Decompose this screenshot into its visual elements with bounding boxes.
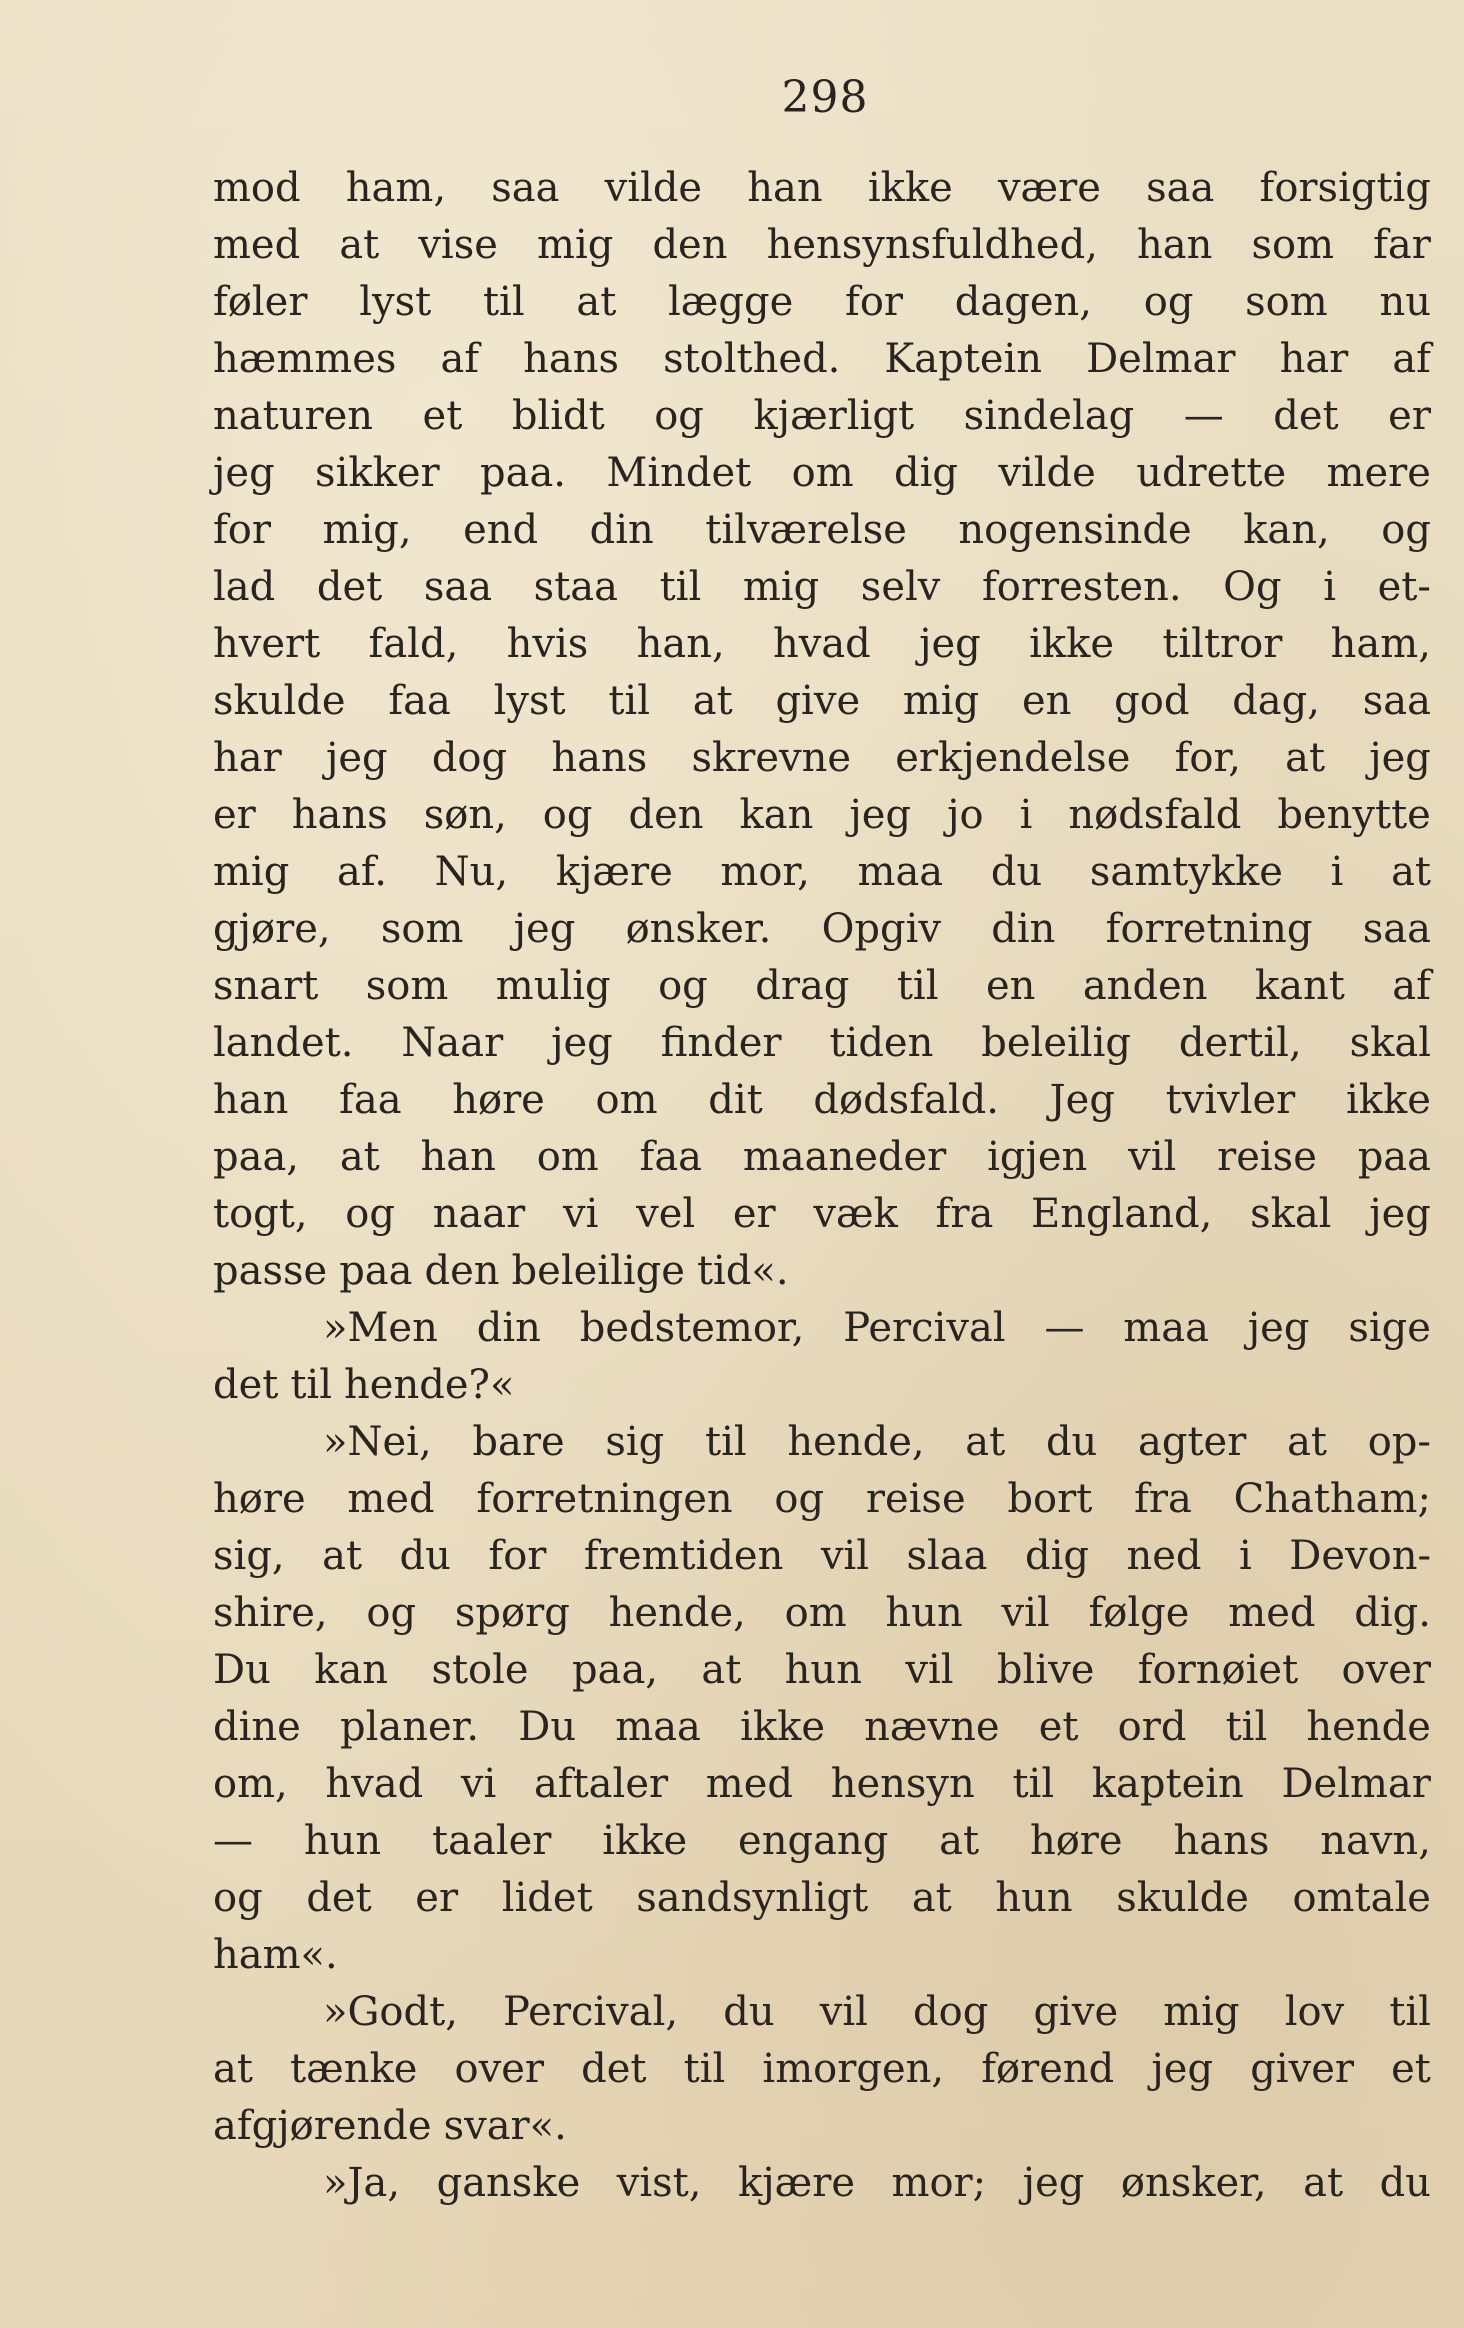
text-line: hæmmes af hans stolthed. Kaptein Delmar har af [213, 336, 1431, 382]
text-line: med at vise mig den hensynsfuldhed, han som far [213, 222, 1431, 268]
text-line: at tænke over det til imorgen, førend jeg giver et [213, 2046, 1431, 2092]
text-line: paa, at han om faa maaneder igjen vil reise paa [213, 1134, 1431, 1180]
text-line: mod ham, saa vilde han ikke være saa forsigtig [213, 165, 1431, 211]
text-line: snart som mulig og drag til en anden kant af [213, 963, 1431, 1009]
text-line: »Godt, Percival, du vil dog give mig lov til [323, 1989, 1431, 2035]
text-line: naturen et blidt og kjærligt sindelag — det er [213, 393, 1431, 439]
text-line: — hun taaler ikke engang at høre hans navn, [213, 1818, 1431, 1864]
page-number: 298 [781, 72, 869, 123]
text-line: dine planer. Du maa ikke nævne et ord til hende [213, 1704, 1431, 1750]
text-line: »Nei, bare sig til hende, at du agter at op- [323, 1419, 1431, 1465]
text-line: sig, at du for fremtiden vil slaa dig ned i Devon- [213, 1533, 1431, 1579]
text-line: passe paa den beleilige tid«. [213, 1248, 789, 1294]
text-line: har jeg dog hans skrevne erkjendelse for, at jeg [213, 735, 1431, 781]
text-line: om, hvad vi aftaler med hensyn til kaptein Delmar [213, 1761, 1431, 1807]
text-line: hvert fald, hvis han, hvad jeg ikke tiltror ham, [213, 621, 1431, 667]
text-line: føler lyst til at lægge for dagen, og som nu [213, 279, 1431, 325]
text-line: gjøre, som jeg ønsker. Opgiv din forretning saa [213, 906, 1431, 952]
text-line: afgjørende svar«. [213, 2103, 567, 2149]
text-line: for mig, end din tilværelse nogensinde kan, og [213, 507, 1431, 553]
text-line: togt, og naar vi vel er væk fra England, skal jeg [213, 1191, 1431, 1237]
text-line: shire, og spørg hende, om hun vil følge med dig. [213, 1590, 1431, 1636]
text-line: lad det saa staa til mig selv forresten. Og i et- [213, 564, 1431, 610]
text-line: jeg sikker paa. Mindet om dig vilde udrette mere [213, 450, 1431, 496]
text-line: Du kan stole paa, at hun vil blive fornøiet over [213, 1647, 1431, 1693]
text-line: og det er lidet sandsynligt at hun skulde omtale [213, 1875, 1431, 1921]
body-text [213, 160, 1431, 2212]
text-line: mig af. Nu, kjære mor, maa du samtykke i at [213, 849, 1431, 895]
text-line: er hans søn, og den kan jeg jo i nødsfald benytte [213, 792, 1431, 838]
text-line: ham«. [213, 1932, 338, 1978]
text-line: skulde faa lyst til at give mig en god dag, saa [213, 678, 1431, 724]
text-line: høre med forretningen og reise bort fra Chatham; [213, 1476, 1431, 1522]
text-line: »Men din bedstemor, Percival — maa jeg sige [323, 1305, 1431, 1351]
text-line: »Ja, ganske vist, kjære mor; jeg ønsker, at du [323, 2160, 1431, 2206]
text-line: han faa høre om dit dødsfald. Jeg tvivler ikke [213, 1077, 1431, 1123]
text-line: det til hende?« [213, 1362, 515, 1408]
text-line: landet. Naar jeg finder tiden beleilig dertil, skal [213, 1020, 1431, 1066]
